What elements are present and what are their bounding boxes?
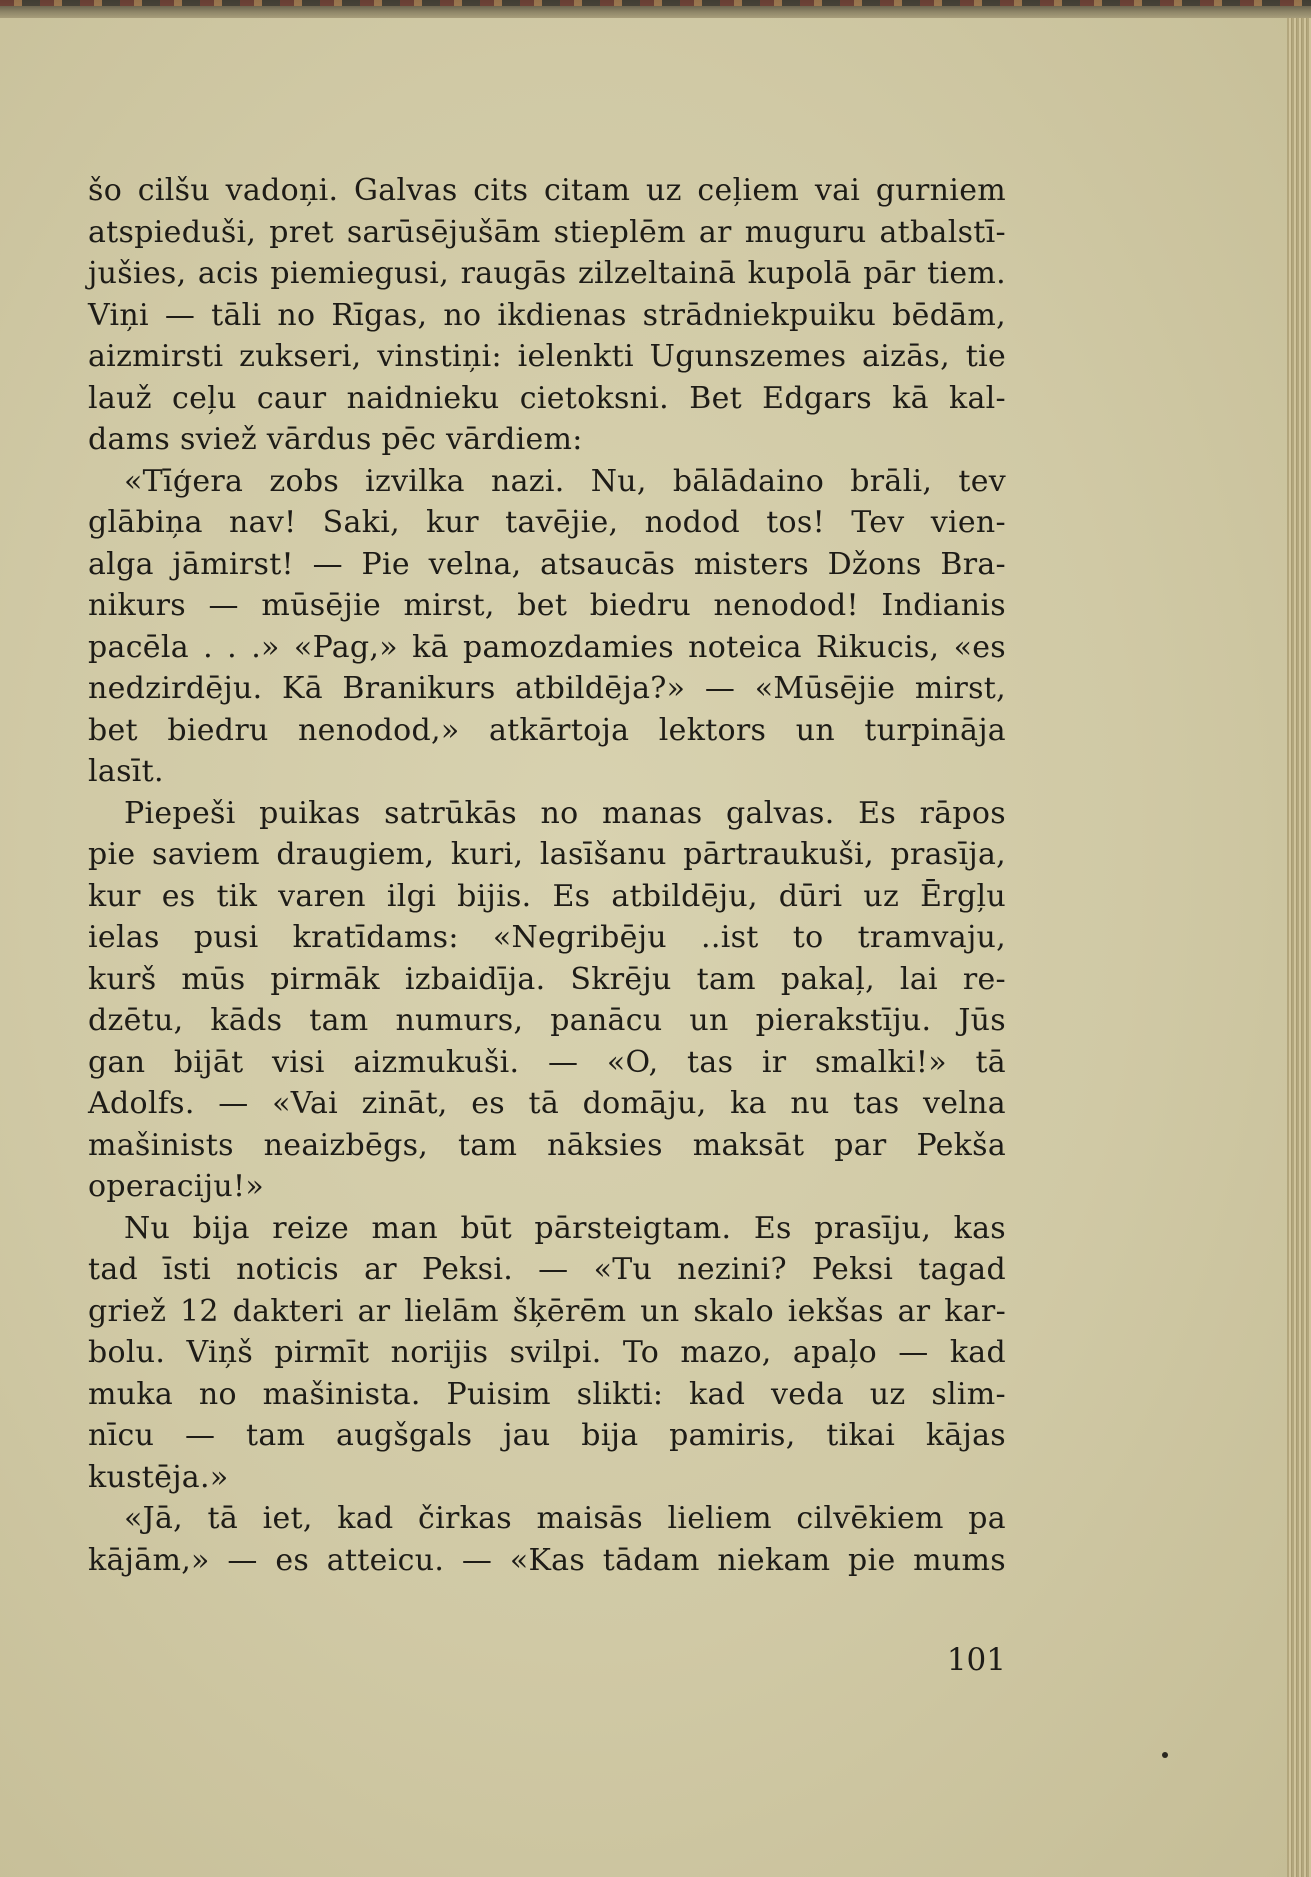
text-line: gan bijāt visi aizmukuši. — «O, tas ir smalki!» tā: [88, 1044, 1006, 1080]
text-line: nikurs — mūsējie mirst, bet biedru nenodod! Indianis: [88, 588, 1006, 623]
text-line: šo cilšu vadoņi. Galvas cits citam uz ceļiem vai gurniem: [88, 173, 1006, 208]
text-line: ielas pusi kratīdams: «Negribēju ..ist to tramvaju,: [88, 920, 1006, 955]
ink-speck: [1162, 1752, 1168, 1758]
text-line: Adolfs. — «Vai zināt, es tā domāju, ka nu tas velna: [88, 1086, 1006, 1121]
text-line: dams sviež vārdus pēc vārdiem:: [88, 422, 583, 457]
page-stack-edge: [1287, 18, 1311, 1877]
text-line: nedzirdēju. Kā Branikurs atbildēja?» — «Mūsējie mirst,: [88, 671, 1006, 706]
page-text-body: [88, 170, 1006, 1581]
text-line: kur es tik varen ilgi bijis. Es atbildēju, dūri uz Ērgļu: [88, 878, 1006, 914]
text-line: «Tīģera zobs izvilka nazi. Nu, bālādaino brāli, tev: [124, 463, 1006, 499]
text-line: Piepeši puikas satrūkās no manas galvas. Es rāpos: [124, 795, 1006, 831]
text-line: muka no mašinista. Puisim slikti: kad veda uz slim-: [88, 1376, 1006, 1412]
text-line: lauž ceļu caur naidnieku cietoksni. Bet Edgars kā kal-: [88, 380, 1006, 416]
text-line: aizmirsti zukseri, vinstiņi: ielenkti Ugunszemes aizās, tie: [88, 339, 1006, 374]
text-line: griež 12 dakteri ar lielām šķērēm un skalo iekšas ar kar-: [88, 1293, 1006, 1329]
text-line: dzētu, kāds tam numurs, panācu un pierakstīju. Jūs: [88, 1003, 1006, 1038]
text-line: bolu. Viņš pirmīt norijis svilpi. To mazo, apaļo — kad: [88, 1335, 1006, 1370]
text-line: kurš mūs pirmāk izbaidīja. Skrēju tam pakaļ, lai re-: [88, 961, 1006, 997]
text-line: Nu bija reize man būt pārsteigtam. Es prasīju, kas: [124, 1210, 1006, 1246]
text-line: kustēja.»: [88, 1459, 229, 1495]
text-line: operaciju!»: [88, 1169, 264, 1204]
text-line: bet biedru nenodod,» atkārtoja lektors un turpināja: [88, 712, 1006, 748]
text-line: alga jāmirst! — Pie velna, atsaucās misters Džons Bra-: [88, 546, 1006, 582]
text-line: kājām,» — es atteicu. — «Kas tādam niekam pie mums: [88, 1542, 1006, 1578]
text-line: «Jā, tā iet, kad čirkas maisās lieliem cilvēkiem pa: [124, 1501, 1006, 1536]
text-line: lasīt.: [88, 754, 164, 789]
text-line: tad īsti noticis ar Peksi. — «Tu nezini? Peksi tagad: [88, 1252, 1006, 1287]
text-line: pacēla . . .» «Pag,» kā pamozdamies noteica Rikucis, «es: [88, 629, 1006, 665]
text-line: Viņi — tāli no Rīgas, no ikdienas strādniekpuiku bēdām,: [88, 297, 1006, 333]
text-line: jušies, acis piemiegusi, raugās zilzeltainā kupolā pār tiem.: [88, 256, 1006, 291]
text-line: nīcu — tam augšgals jau bija pamiris, tikai kājas: [88, 1418, 1006, 1453]
text-line: pie saviem draugiem, kuri, lasīšanu pārtraukuši, prasīja,: [88, 837, 1006, 872]
text-line: mašinists neaizbēgs, tam nāksies maksāt par Pekša: [88, 1127, 1006, 1163]
text-line: glābiņa nav! Saki, kur tavējie, nodod tos! Tev vien-: [88, 505, 1006, 540]
book-spine-strip: [0, 0, 1311, 6]
page-number: 101: [946, 1642, 1006, 1678]
text-line: atspieduši, pret sarūsējušām stieplēm ar muguru atbalstī-: [88, 214, 1006, 250]
